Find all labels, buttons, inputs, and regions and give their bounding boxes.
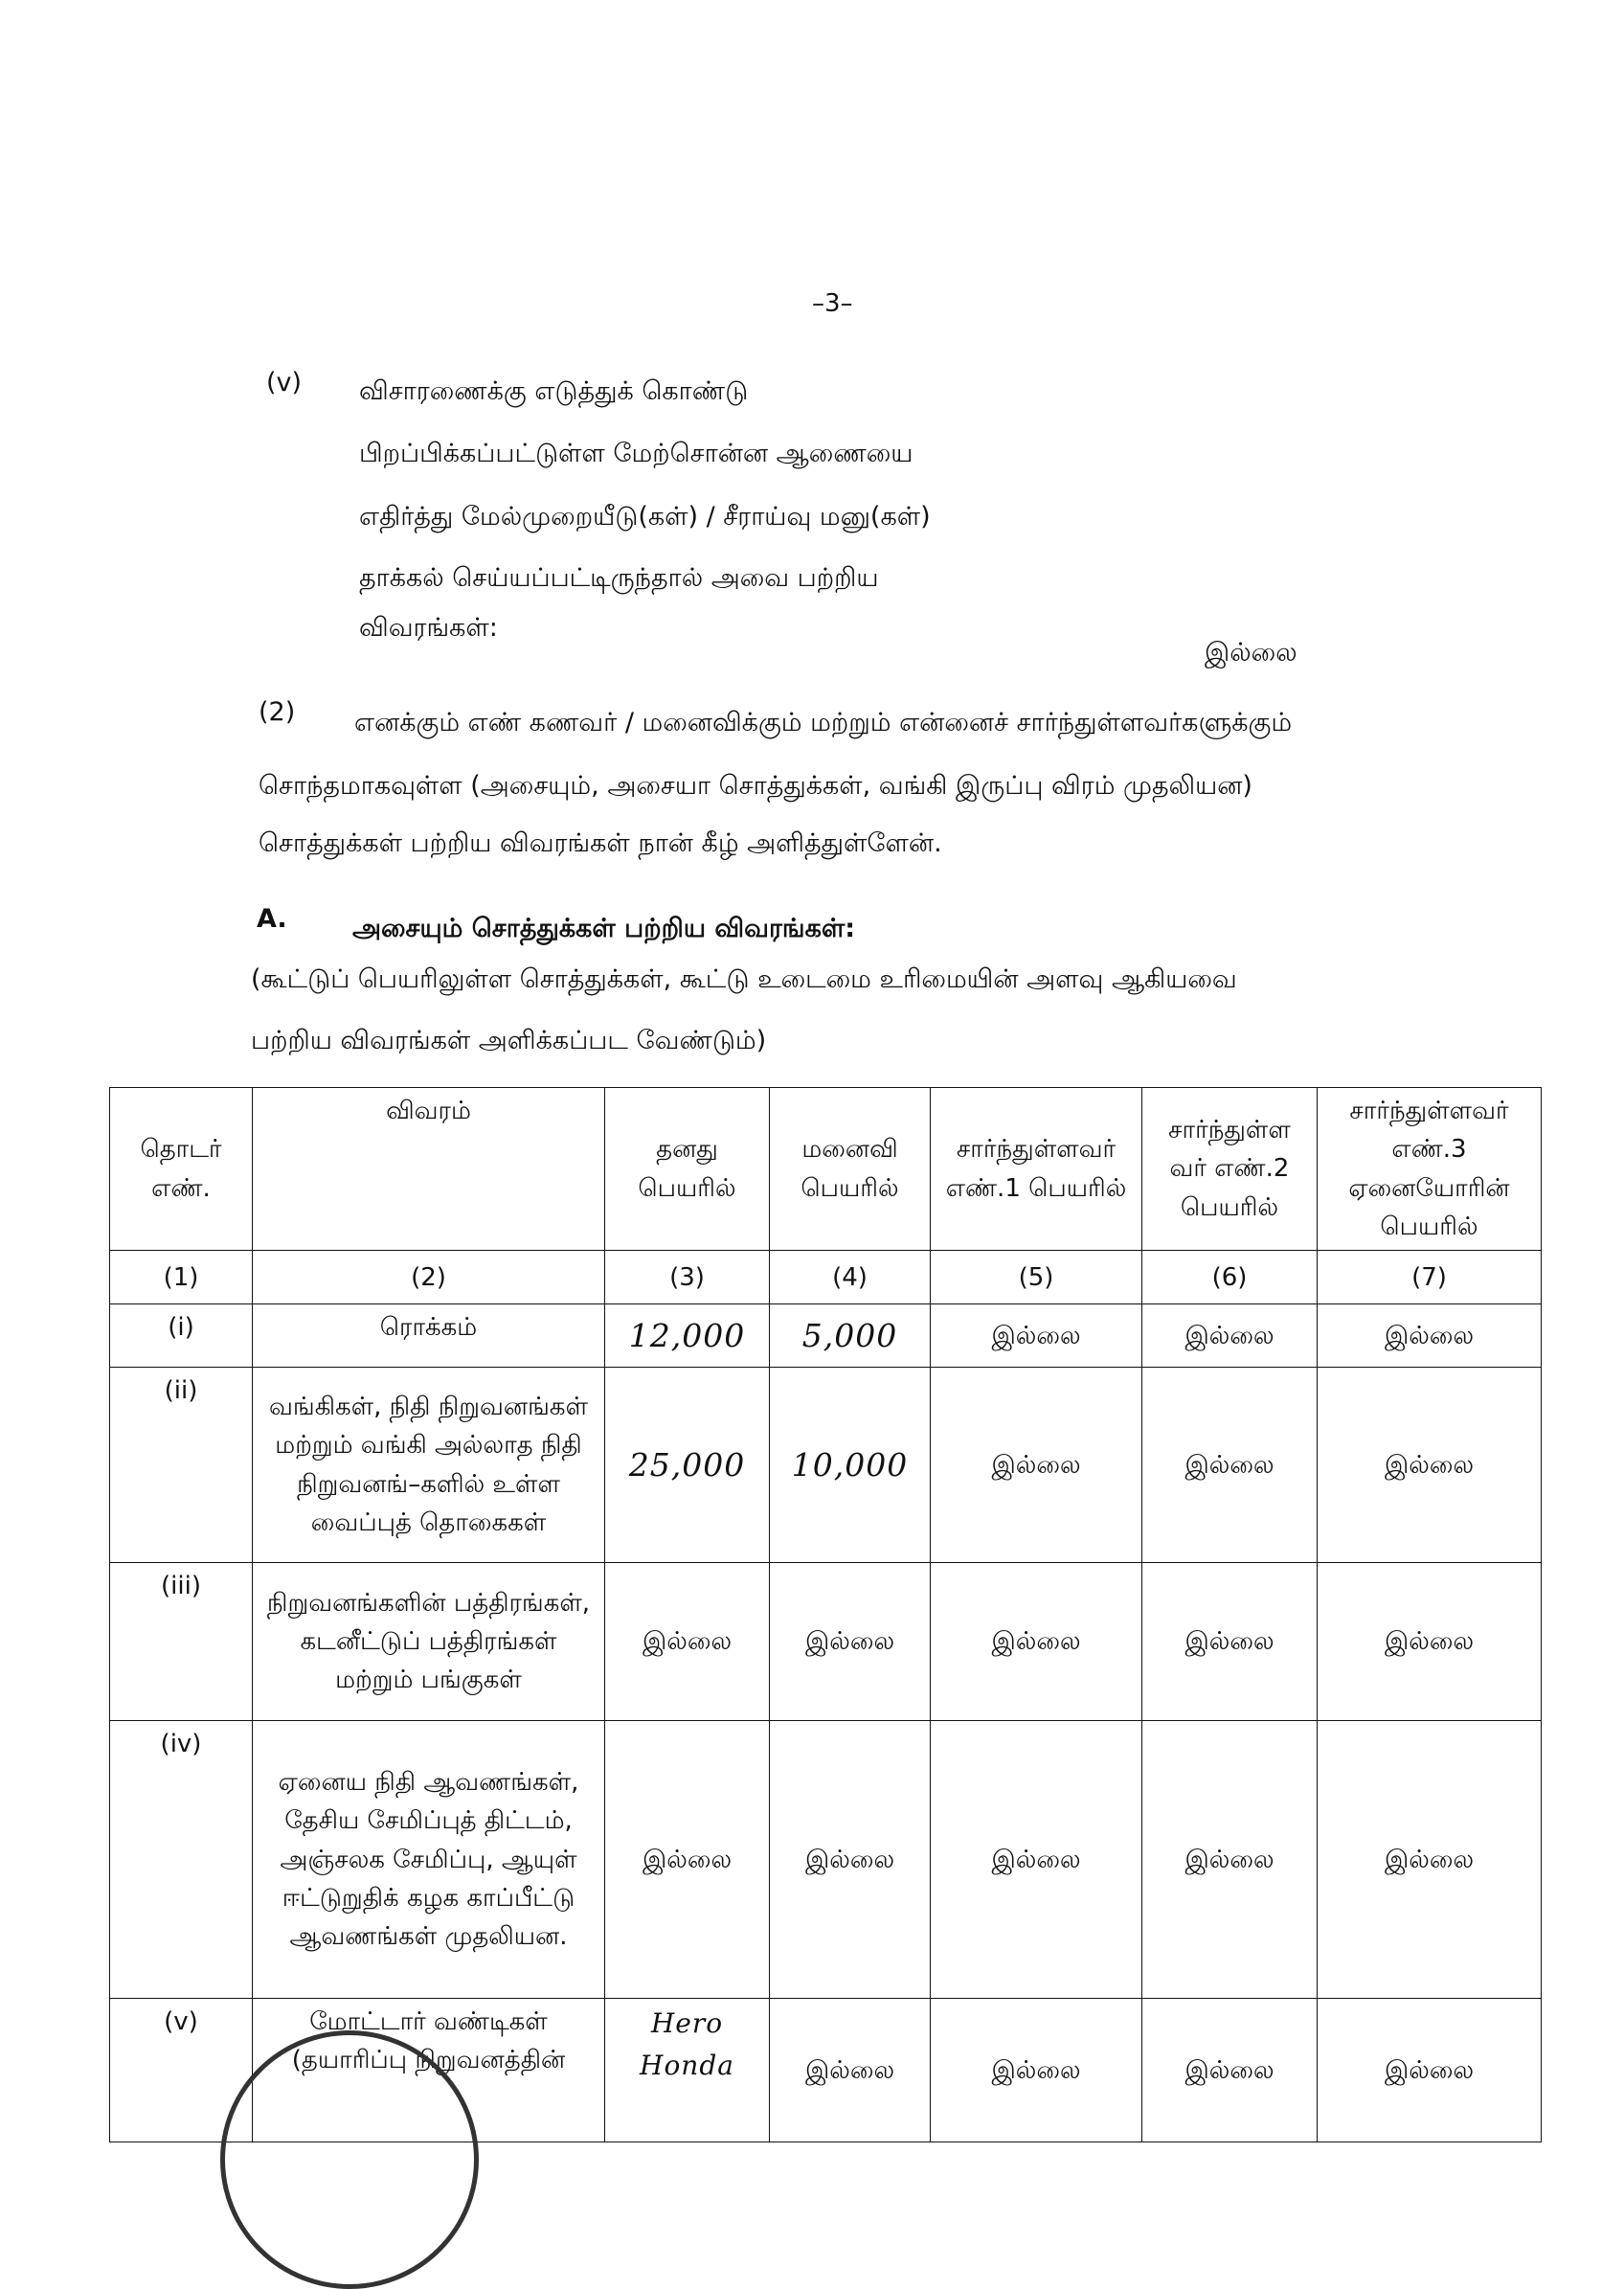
row-description: நிறுவனங்களின் பத்திரங்கள், கடனீட்டுப் பத்திரங்கள் மற்றும் பங்குகள் — [253, 1563, 605, 1721]
row-dep2-value: இல்லை — [1142, 1999, 1318, 2142]
row-self-value: Hero Honda — [605, 1999, 770, 2142]
item-v-line: விசாரணைக்கு எடுத்துக் கொண்டு — [359, 376, 749, 406]
row-self-value: 12,000 — [605, 1304, 770, 1368]
table-row — [110, 1304, 1542, 1368]
col-number: (5) — [931, 1251, 1142, 1304]
row-dep3-value: இல்லை — [1318, 1721, 1542, 1999]
header-dependent-2: சார்ந்துள்ள வர் எண்.2 பெயரில் — [1142, 1088, 1318, 1251]
section-2-label: (2) — [259, 697, 296, 727]
item-v-line: பிறப்பிக்கப்பட்டுள்ள மேற்சொன்ன ஆணையை — [359, 439, 914, 468]
row-dep1-value: இல்லை — [931, 1563, 1142, 1721]
col-number: (1) — [110, 1251, 253, 1304]
section-2-line: சொத்துக்கள் பற்றிய விவரங்கள் நான் கீழ் அளித்துள்ளேன். — [259, 828, 942, 858]
header-spouse: மனைவி பெயரில் — [770, 1088, 931, 1251]
row-number: (v) — [110, 1999, 253, 2142]
row-number: (iii) — [110, 1563, 253, 1721]
row-dep2-value: இல்லை — [1142, 1368, 1318, 1563]
row-number: (i) — [110, 1304, 253, 1368]
table-row — [110, 1721, 1542, 1999]
row-dep3-value: இல்லை — [1318, 1304, 1542, 1368]
column-number-row — [110, 1251, 1542, 1304]
header-description: விவரம் — [253, 1088, 605, 1251]
official-seal — [220, 2030, 479, 2289]
page-number: –3– — [812, 289, 853, 318]
row-number: (iv) — [110, 1721, 253, 1999]
item-v-line: விவரங்கள்: — [359, 613, 498, 643]
row-description: மோட்டார் வண்டிகள் (தயாரிப்பு நிறுவனத்தின் — [253, 1999, 605, 2142]
row-dep2-value: இல்லை — [1142, 1304, 1318, 1368]
row-number: (ii) — [110, 1368, 253, 1563]
row-dep1-value: இல்லை — [931, 1721, 1142, 1999]
section-a-title: அசையும் சொத்துக்கள் பற்றிய விவரங்கள்: — [352, 914, 855, 943]
col-number: (3) — [605, 1251, 770, 1304]
header-dependent-1: சார்ந்துள்ளவர் எண்.1 பெயரில் — [931, 1088, 1142, 1251]
row-spouse-value: 5,000 — [770, 1304, 931, 1368]
row-dep1-value: இல்லை — [931, 1304, 1142, 1368]
item-v-answer: இல்லை — [1205, 638, 1297, 668]
row-spouse-value: இல்லை — [770, 1999, 931, 2142]
row-spouse-value: 10,000 — [770, 1368, 931, 1563]
row-self-value: இல்லை — [605, 1563, 770, 1721]
header-dependent-3: சார்ந்துள்ளவர் எண்.3 ஏனையோரின் பெயரில் — [1318, 1088, 1542, 1251]
col-number: (2) — [253, 1251, 605, 1304]
section-a-label: A. — [257, 904, 287, 934]
row-description: ரொக்கம் — [253, 1304, 605, 1368]
section-2-line: எனக்கும் எண் கணவர் / மனைவிக்கும் மற்றும் என்னைச் சார்ந்துள்ளவர்களுக்கும் — [354, 708, 1293, 737]
item-v-line: எதிர்த்து மேல்முறையீடு(கள்) / சீராய்வு மனு(கள்) — [359, 502, 931, 532]
row-dep3-value: இல்லை — [1318, 1563, 1542, 1721]
row-self-value: 25,000 — [605, 1368, 770, 1563]
col-number: (7) — [1318, 1251, 1542, 1304]
row-self-value: இல்லை — [605, 1721, 770, 1999]
row-spouse-value: இல்லை — [770, 1563, 931, 1721]
col-number: (4) — [770, 1251, 931, 1304]
row-dep2-value: இல்லை — [1142, 1563, 1318, 1721]
row-description: ஏனைய நிதி ஆவணங்கள், தேசிய சேமிப்புத் திட்டம், அஞ்சலக சேமிப்பு, ஆயுள் ஈட்டுறுதிக் கழக காப்பீட்டு ஆவணங்கள் முதலியன. — [253, 1721, 605, 1999]
row-dep1-value: இல்லை — [931, 1999, 1142, 2142]
table-row — [110, 1563, 1542, 1721]
movable-assets-table — [109, 1087, 1542, 2142]
row-dep1-value: இல்லை — [931, 1368, 1142, 1563]
row-dep2-value: இல்லை — [1142, 1721, 1318, 1999]
table-row — [110, 1368, 1542, 1563]
row-dep3-value: இல்லை — [1318, 1999, 1542, 2142]
section-a-note: (கூட்டுப் பெயரிலுள்ள சொத்துக்கள், கூட்டு உடைமை உரிமையின் அளவு ஆகியவை — [251, 964, 1237, 994]
row-dep3-value: இல்லை — [1318, 1368, 1542, 1563]
col-number: (6) — [1142, 1251, 1318, 1304]
header-serial: தொடர் எண். — [110, 1088, 253, 1251]
table-header-row — [110, 1088, 1542, 1251]
section-2-line: சொந்தமாகவுள்ள (அசையும், அசையா சொத்துக்கள், வங்கி இருப்பு விரம் முதலியன) — [259, 771, 1252, 801]
row-description: வங்கிகள், நிதி நிறுவனங்கள் மற்றும் வங்கி அல்லாத நிதி நிறுவனங்–களில் உள்ள வைப்புத் தொகைகள் — [253, 1368, 605, 1563]
section-a-note: பற்றிய விவரங்கள் அளிக்கப்பட வேண்டும்) — [251, 1026, 767, 1055]
header-self: தனது பெயரில் — [605, 1088, 770, 1251]
item-v-label: (v) — [266, 368, 303, 397]
row-spouse-value: இல்லை — [770, 1721, 931, 1999]
item-v-line: தாக்கல் செய்யப்பட்டிருந்தால் அவை பற்றிய — [359, 563, 879, 593]
